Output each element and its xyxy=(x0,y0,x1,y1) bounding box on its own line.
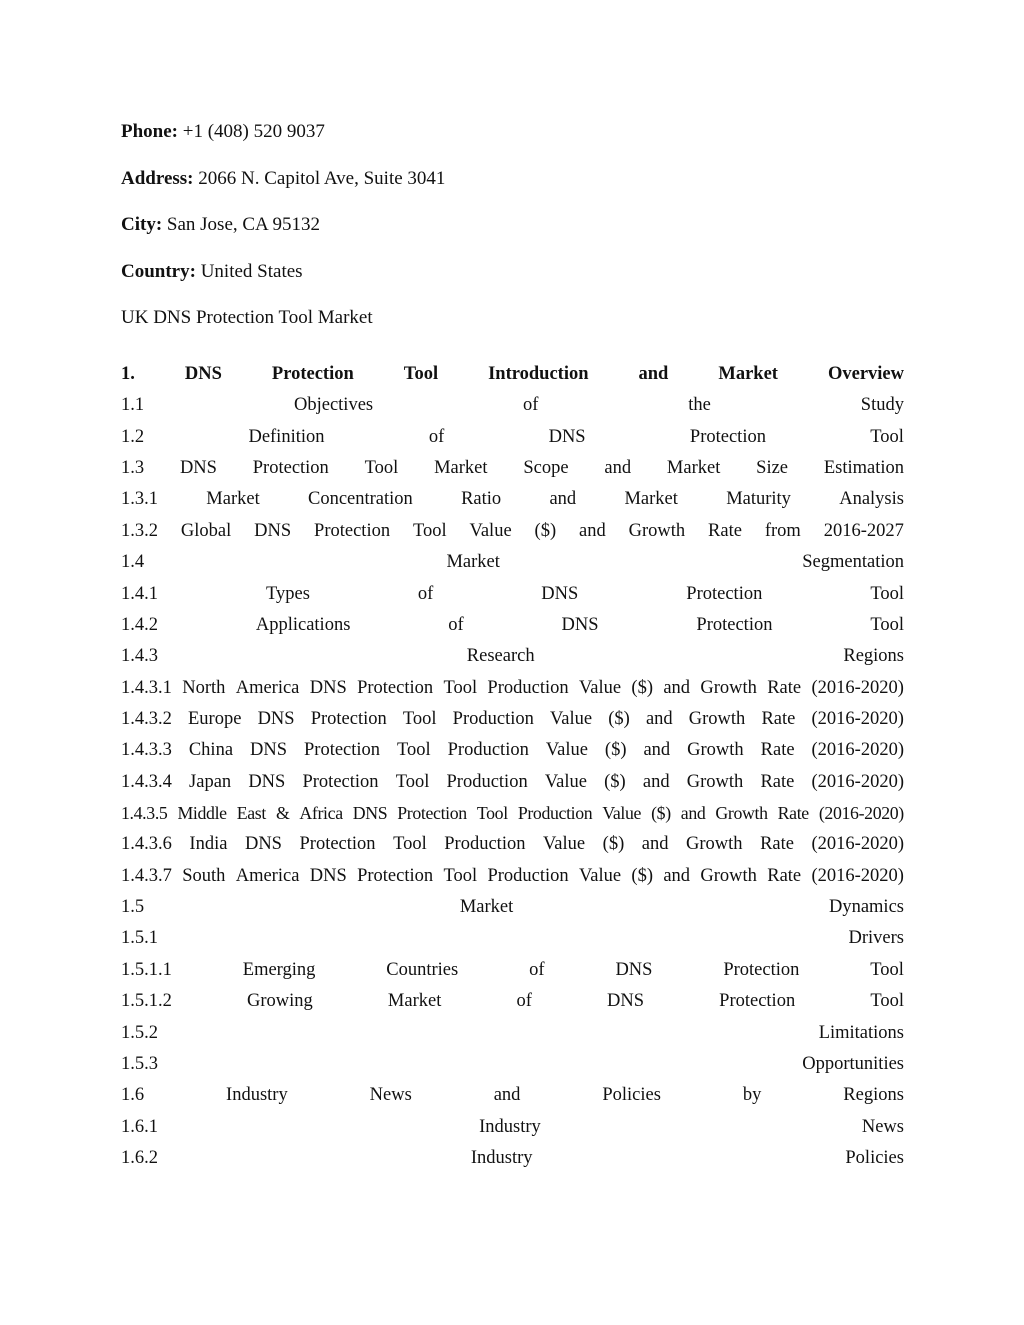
toc-word: Protection xyxy=(689,426,766,447)
toc-word: Tool xyxy=(393,834,427,855)
toc-entry xyxy=(121,425,904,456)
toc-word: Protection xyxy=(310,708,387,729)
toc-word: Applications xyxy=(255,614,351,635)
toc-word: Growth xyxy=(687,740,744,761)
toc-word: Introduction xyxy=(488,364,589,384)
toc-word: and xyxy=(663,677,691,698)
toc-word: Emerging xyxy=(242,959,316,980)
toc-word: 1.6.1 xyxy=(121,1116,158,1137)
city-value: San Jose, CA 95132 xyxy=(166,214,320,235)
toc-word: 1.4.3 xyxy=(121,646,158,667)
toc-entry xyxy=(121,958,904,989)
toc-word: 1.4.3.6 xyxy=(121,834,172,855)
toc-word: Growth xyxy=(686,771,744,792)
toc-word: Tool xyxy=(443,865,478,886)
toc-entry xyxy=(121,989,904,1020)
toc-word: 1.4 xyxy=(121,552,145,573)
toc-word: Europe xyxy=(188,708,242,729)
toc-word: and xyxy=(645,708,673,729)
country-label: Country: xyxy=(121,261,196,282)
phone-label: Phone: xyxy=(121,121,178,142)
toc-word: of xyxy=(448,614,464,635)
toc-word: Tool xyxy=(476,803,508,824)
toc-word: Tool xyxy=(364,458,399,479)
toc-word: Middle xyxy=(177,803,227,824)
toc-entry xyxy=(121,1052,904,1083)
toc-word: Protection xyxy=(252,458,329,479)
toc-word: Production xyxy=(452,708,534,729)
toc-entry xyxy=(121,550,904,581)
toc-word: Segmentation xyxy=(802,552,904,573)
toc-word: Protection xyxy=(357,677,434,698)
toc-word: Market xyxy=(624,489,678,510)
toc-word: Drivers xyxy=(848,928,904,949)
toc-word: ($) xyxy=(604,740,627,761)
toc-word: Size xyxy=(756,458,789,479)
toc-word: Protection xyxy=(719,991,796,1012)
toc-word: Ratio xyxy=(461,489,502,510)
toc-entry xyxy=(121,613,904,644)
toc-word: DNS xyxy=(548,426,586,447)
toc-word: Maturity xyxy=(726,489,791,510)
toc-word: Growth xyxy=(686,834,743,855)
toc-entry xyxy=(121,707,904,738)
toc-word: Rate xyxy=(777,803,809,824)
toc-word: Value xyxy=(543,834,586,855)
toc-word: 1.5 xyxy=(121,897,145,918)
toc-entry xyxy=(121,582,904,613)
country-line xyxy=(121,260,303,284)
toc-word: and xyxy=(579,520,606,541)
toc-word: Production xyxy=(446,771,528,792)
toc-word: 1.5.1.2 xyxy=(121,991,172,1012)
toc-word: Rate xyxy=(767,677,802,698)
toc-word: 1.5.1.1 xyxy=(121,959,172,980)
toc-word: Market xyxy=(387,991,442,1012)
toc-word: and xyxy=(604,458,632,479)
toc-entry xyxy=(121,1021,904,1052)
toc-word: DNS xyxy=(254,520,292,541)
toc-word: 1.3.1 xyxy=(121,489,158,510)
phone-line xyxy=(121,120,325,144)
toc-word: Production xyxy=(447,740,529,761)
toc-word: Protection xyxy=(299,834,376,855)
toc-word: 1.4.3.7 xyxy=(121,865,172,886)
toc-word: Production xyxy=(487,677,569,698)
toc-word: 2016-2027 xyxy=(823,520,904,541)
toc-word: Value xyxy=(578,865,622,886)
address-label: Address: xyxy=(121,168,194,189)
toc-entry xyxy=(121,1083,904,1114)
toc-word: Market xyxy=(206,489,260,510)
toc-word: Tool xyxy=(403,364,439,384)
toc-entry xyxy=(121,801,904,832)
toc-word: Limitations xyxy=(818,1022,904,1043)
toc-word: (2016-2020) xyxy=(811,677,904,698)
toc-word: DNS xyxy=(541,583,579,604)
toc-word: Rate xyxy=(761,708,796,729)
toc-word: DNS xyxy=(309,677,347,698)
toc-word: 1.5.3 xyxy=(121,1053,158,1074)
toc-word: 1.4.3.2 xyxy=(121,708,172,729)
toc-word: Rate xyxy=(708,520,742,541)
toc-word: Tool xyxy=(870,614,904,635)
toc-word: China xyxy=(188,740,234,761)
toc-word: Protection xyxy=(397,803,467,824)
toc-word: (2016-2020) xyxy=(818,803,904,824)
toc-word: Tool xyxy=(443,677,478,698)
toc-word: DNS xyxy=(615,959,653,980)
toc-word: Protection xyxy=(723,959,800,980)
toc-word: Tool xyxy=(870,991,904,1012)
toc-word: Growth xyxy=(715,803,768,824)
toc-word: Tool xyxy=(412,520,447,541)
toc-word: of xyxy=(523,395,539,416)
toc-word: Protection xyxy=(314,520,391,541)
toc-word: News xyxy=(861,1116,904,1137)
toc-word: Growing xyxy=(247,991,313,1012)
toc-word: and xyxy=(638,364,669,384)
toc-word: DNS xyxy=(561,614,599,635)
toc-word: the xyxy=(688,395,711,416)
toc-word: Market xyxy=(434,458,488,479)
toc-word: Types xyxy=(265,583,310,604)
toc-word: DNS xyxy=(244,834,282,855)
toc-word: Study xyxy=(860,395,904,416)
toc-word: Value xyxy=(544,771,587,792)
toc-word: Production xyxy=(517,803,593,824)
toc-word: Protection xyxy=(686,583,763,604)
toc-word: Market xyxy=(666,458,721,479)
toc-word: News xyxy=(369,1085,412,1106)
toc-entry xyxy=(121,676,904,707)
toc-word: 1.6.2 xyxy=(121,1147,158,1168)
toc-entry xyxy=(121,895,904,926)
toc-word: 1. xyxy=(121,364,135,384)
toc-word: Protection xyxy=(271,364,354,384)
toc-entry xyxy=(121,864,904,895)
toc-word: Value xyxy=(602,803,642,824)
toc-word: DNS xyxy=(250,740,288,761)
toc-word: Objectives xyxy=(294,395,374,416)
toc-word: Tool xyxy=(395,771,430,792)
toc-word: Production xyxy=(487,865,569,886)
toc-word: 1.5.1 xyxy=(121,928,158,949)
toc-word: (2016-2020) xyxy=(811,740,904,761)
toc-word: Value xyxy=(578,677,622,698)
toc-word: DNS xyxy=(184,364,222,384)
toc-word: India xyxy=(189,834,228,855)
toc-word: Growth xyxy=(688,708,746,729)
toc-word: and xyxy=(680,803,706,824)
toc-word: 1.4.3.4 xyxy=(121,771,172,792)
toc-word: of xyxy=(529,959,545,980)
toc-word: Protection xyxy=(302,771,379,792)
toc-word: Industry xyxy=(479,1116,541,1137)
toc-word: of xyxy=(516,991,532,1012)
city-label: City: xyxy=(121,214,163,235)
toc-word: DNS xyxy=(179,458,217,479)
address-value: 2066 N. Capitol Ave, Suite 3041 xyxy=(198,168,446,189)
toc-word: of xyxy=(417,583,434,604)
toc-word: 1.2 xyxy=(121,426,145,447)
toc-word: DNS xyxy=(248,771,286,792)
toc-entry xyxy=(121,393,904,424)
toc-word: America xyxy=(235,865,300,886)
toc-word: DNS xyxy=(352,803,388,824)
toc-word: Estimation xyxy=(823,458,904,479)
toc-word: Regions xyxy=(843,646,904,667)
toc-word: DNS xyxy=(309,865,347,886)
toc-word: ($) xyxy=(604,771,626,792)
toc-word: ($) xyxy=(602,834,625,855)
toc-word: Production xyxy=(444,834,526,855)
toc-word: Rate xyxy=(760,740,795,761)
phone-value: +1 (408) 520 9037 xyxy=(182,121,325,142)
toc-word: North xyxy=(182,677,226,698)
toc-word: and xyxy=(663,865,691,886)
toc-entry xyxy=(121,487,904,518)
toc-word: and xyxy=(641,834,669,855)
address-line xyxy=(121,167,445,191)
toc-entry xyxy=(121,644,904,675)
toc-word: Opportunities xyxy=(802,1053,904,1074)
toc-word: (2016-2020) xyxy=(811,865,904,886)
toc-word: ($) xyxy=(631,865,653,886)
toc-word: 1.3.2 xyxy=(121,520,158,541)
city-line xyxy=(121,213,320,237)
toc-word: Tool xyxy=(870,426,904,447)
toc-word: Tool xyxy=(397,740,431,761)
toc-word: Tool xyxy=(870,583,904,604)
country-value: United States xyxy=(200,261,303,282)
toc-word: Rate xyxy=(760,834,794,855)
toc-entry xyxy=(121,738,904,769)
toc-word: 1.4.2 xyxy=(121,614,158,635)
toc-word: ($) xyxy=(608,708,630,729)
toc-entry xyxy=(121,1115,904,1146)
toc-word: ($) xyxy=(631,677,653,698)
toc-word: 1.1 xyxy=(121,395,145,416)
toc-word: Definition xyxy=(248,426,325,447)
toc-entry xyxy=(121,926,904,957)
toc-word: Protection xyxy=(304,740,381,761)
toc-entry xyxy=(121,770,904,801)
toc-word: (2016-2020) xyxy=(811,771,904,792)
toc-word: South xyxy=(182,865,226,886)
toc-word: ($) xyxy=(534,520,557,541)
toc-word: and xyxy=(642,771,670,792)
table-of-contents xyxy=(121,362,904,1177)
toc-word: Policies xyxy=(845,1147,904,1168)
toc-word: Growth xyxy=(700,677,757,698)
toc-word: Rate xyxy=(760,771,795,792)
toc-word: 1.4.3.5 xyxy=(121,803,168,824)
toc-word: 1.3 xyxy=(121,458,145,479)
toc-word: DNS xyxy=(607,991,645,1012)
toc-word: Protection xyxy=(696,614,773,635)
toc-word: Research xyxy=(466,646,535,667)
toc-word: (2016-2020) xyxy=(811,834,904,855)
toc-entry xyxy=(121,519,904,550)
toc-word: and xyxy=(549,489,577,510)
toc-word: Overview xyxy=(827,364,904,384)
toc-word: Market xyxy=(718,364,778,384)
toc-word: Dynamics xyxy=(828,897,904,918)
toc-word: from xyxy=(764,520,801,541)
toc-word: 1.4.3.3 xyxy=(121,740,172,761)
toc-word: DNS xyxy=(257,708,295,729)
toc-word: 1.6 xyxy=(121,1085,145,1106)
toc-word: Industry xyxy=(226,1085,288,1106)
toc-word: Value xyxy=(545,740,588,761)
toc-word: Market xyxy=(459,897,514,918)
toc-word: Countries xyxy=(386,959,459,980)
toc-word: Regions xyxy=(843,1085,904,1106)
toc-word: (2016-2020) xyxy=(811,708,904,729)
toc-word: and xyxy=(643,740,671,761)
toc-word: Growth xyxy=(700,865,757,886)
toc-word: Industry xyxy=(470,1147,533,1168)
toc-word: ($) xyxy=(651,803,671,824)
toc-word: and xyxy=(493,1085,521,1106)
toc-word: 1.5.2 xyxy=(121,1022,158,1043)
toc-word: Tool xyxy=(870,959,904,980)
toc-entry xyxy=(121,362,904,393)
toc-word: Scope xyxy=(523,458,569,479)
document-title: UK DNS Protection Tool Market xyxy=(121,307,373,328)
toc-entry xyxy=(121,456,904,487)
toc-word: East xyxy=(236,803,266,824)
toc-word: Analysis xyxy=(839,489,904,510)
toc-word: America xyxy=(235,677,300,698)
toc-word: & xyxy=(275,803,290,824)
toc-entry xyxy=(121,1146,904,1177)
toc-word: Tool xyxy=(402,708,437,729)
toc-word: 1.4.1 xyxy=(121,583,158,604)
toc-word: 1.4.3.1 xyxy=(121,677,172,698)
toc-word: by xyxy=(742,1085,762,1106)
toc-word: of xyxy=(428,426,445,447)
toc-word: Concentration xyxy=(308,489,413,510)
toc-word: Policies xyxy=(602,1085,661,1106)
toc-word: Protection xyxy=(357,865,434,886)
toc-word: Market xyxy=(446,552,500,573)
toc-word: Growth xyxy=(628,520,686,541)
toc-word: Japan xyxy=(189,771,232,792)
toc-word: Africa xyxy=(299,803,343,824)
toc-word: Global xyxy=(180,520,232,541)
toc-word: Rate xyxy=(767,865,802,886)
toc-entry xyxy=(121,832,904,863)
toc-word: Value xyxy=(549,708,593,729)
toc-word: Value xyxy=(469,520,512,541)
